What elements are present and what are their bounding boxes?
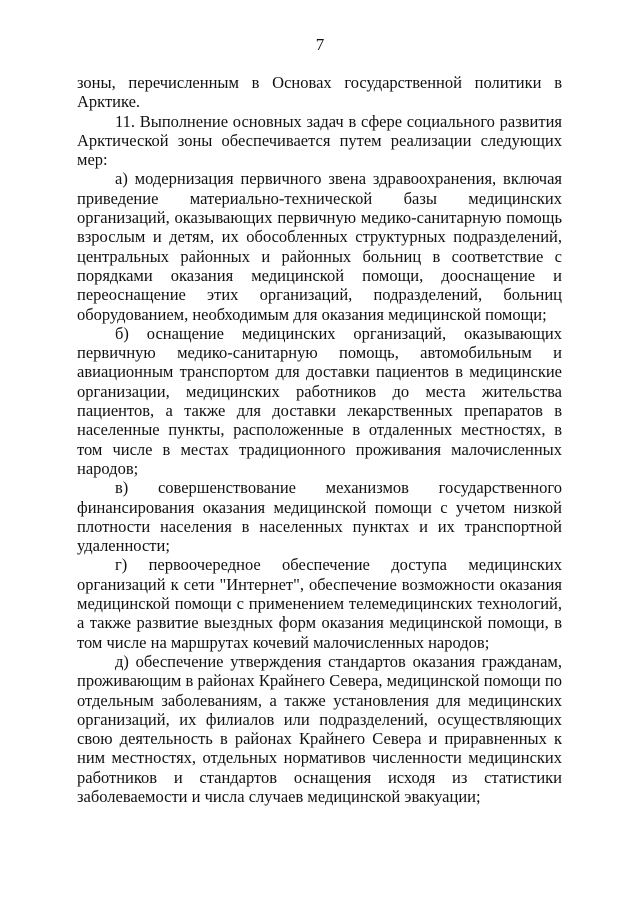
paragraph-subitem-g: г) первоочередное обеспечение доступа медицинских организаций к сети "Интернет", обеспечение возможности оказания медицинской помощи с применением телемедицинских технологий, а также развитие выездных форм оказания медицинской помощи, в том числе на маршрутах кочевий малочисленных народов; [77,555,562,652]
document-body [77,73,562,806]
paragraph-subitem-d: д) обеспечение утверждения стандартов оказания гражданам, проживающим в районах Крайнего Севера, медицинской помощи по отдельным заболеваниям, а также установления для медицинских организаций, их филиалов или подразделений, осуществляющих свою деятельность в районах Крайнего Севера и приравненных к ним местностях, отдельных нормативов численности медицинских работников и стандартов оснащения исходя из статистики заболеваемости и числа случаев медицинской эвакуации; [77,651,562,806]
paragraph-subitem-a: а) модернизация первичного звена здравоохранения, включая приведение материально-технической базы медицинских организаций, оказывающих первичную медико-санитарную помощь взрослым и детям, их обособленных структурных подразделений, центральных районных и районных больниц в соответствие с порядками оказания медицинской помощи, дооснащение и переоснащение этих организаций, подразделений, больниц оборудованием, необходимым для оказания медицинской помощи; [77,169,562,324]
paragraph-subitem-v: в) совершенствование механизмов государственного финансирования оказания медицинской помощи с учетом низкой плотности населения в населенных пунктах и их транспортной удаленности; [77,478,562,556]
page-number: 7 [315,35,325,54]
paragraph-item-11: 11. Выполнение основных задач в сфере социального развития Арктической зоны обеспечивается путем реализации следующих мер: [77,111,562,170]
paragraph-continuation: зоны, перечисленным в Основах государственной политики в Арктике. [77,73,562,112]
paragraph-subitem-b: б) оснащение медицинских организаций, оказывающих первичную медико-санитарную помощь, автомобильным и авиационным транспортом для доставки пациентов в медицинские организации, медицинских работников до места жительства пациентов, а также для доставки лекарственных препаратов в населенные пункты, расположенные в отдаленных местностях, в том числе в местах традиционного проживания малочисленных народов; [77,323,562,478]
